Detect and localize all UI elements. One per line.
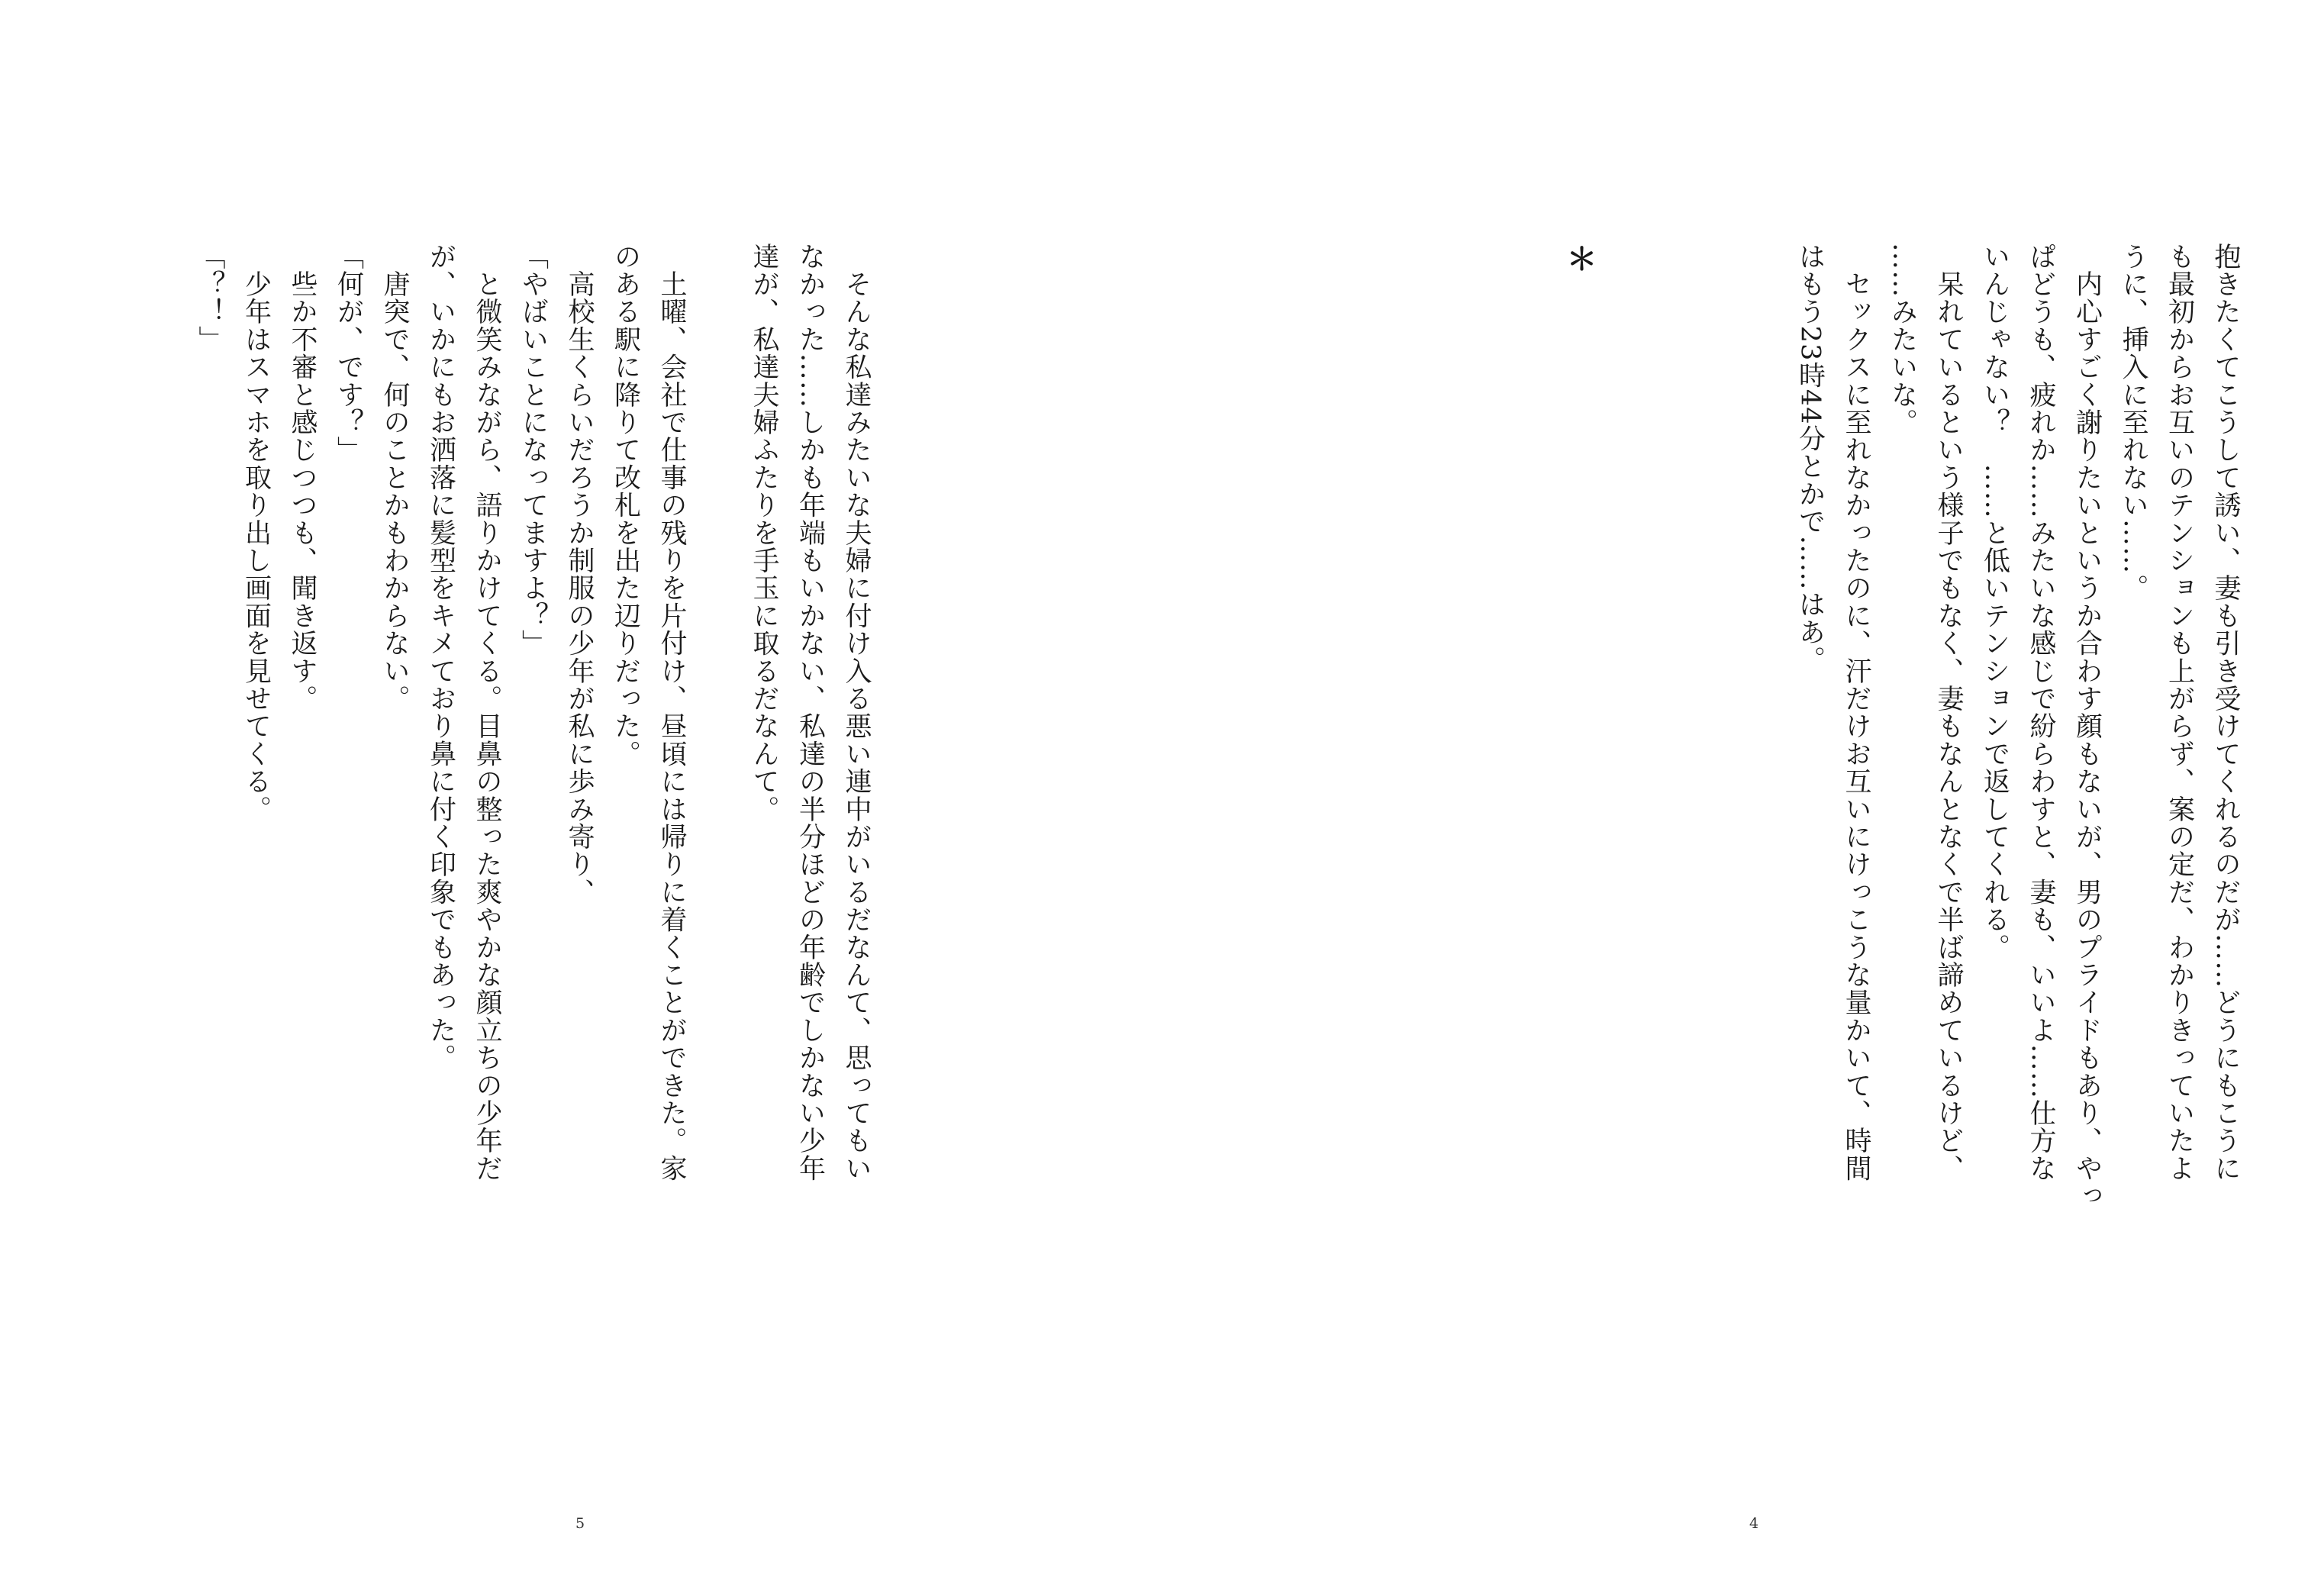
blank-line [695, 243, 741, 1433]
text-line: 些か不審と感じつつも、聞き返す。 [287, 243, 318, 713]
page-4 [1154, 0, 2308, 1596]
section-break-asterisk: ＊ [1562, 243, 1597, 275]
text-line: 土曜、会社で仕事の残りを片付け、昼頃には帰りに着くことができた。家 [656, 243, 687, 1182]
text-line: 少年はスマホを取り出し画面を見せてくる。 [240, 243, 272, 824]
text-line: はもう23時44分とかで……はあ。 [1794, 243, 1826, 674]
page-4-text [1556, 243, 2249, 1433]
blank-line [1741, 243, 1787, 1433]
text-line: 呆れているという様子でもなく、妻もなんとなくで半ば諦めているけど、 [1933, 243, 1964, 1182]
page-number: 4 [1749, 1515, 1759, 1532]
text-line: ぱどうも、疲れか……みたいな感じで紛らわすと、妻も、いいよ……仕方な [2026, 243, 2056, 1182]
text-line: うに、挿入に至れない……。 [2118, 243, 2148, 602]
text-line: も最初からお互いのテンションも上がらず、案の定だ、わかりきっていたよ [2164, 243, 2195, 1182]
text-line: のある駅に降りて改札を出た辺りだった。 [610, 243, 641, 768]
text-line: なかった……しかも年端もいかない、私達の半分ほどの年齢でしかない少年 [795, 243, 826, 1182]
text-line: 抱きたくてこうして誘い、妻も引き受けてくれるのだが……どうにもこうに [2210, 243, 2241, 1182]
text-line: が、いかにもお洒落に髪型をキメており鼻に付く印象でもあった。 [425, 243, 456, 1072]
text-line: 達が、私達夫婦ふたりを手玉に取るだなんて。 [749, 243, 779, 824]
text-line: そんな私達みたいな夫婦に付け入る悪い連中がいるだなんて、思ってもい [841, 243, 872, 1182]
blank-line [1602, 243, 1649, 1433]
blank-line [1649, 243, 1695, 1433]
text-line: セックスに至れなかったのに、汗だけお互いにけっこうな量かいて、時間 [1841, 243, 1871, 1182]
text-line: 内心すごく謝りたいというか合わす顔もないが、男のプライドもあり、やっ [2071, 243, 2103, 1210]
text-line: 高校生くらいだろうか制服の少年が私に歩み寄り、 [564, 243, 595, 906]
text-line: と微笑みながら、語りかけてくる。目鼻の整った爽やかな顔立ちの少年だ [472, 243, 502, 1182]
text-line: 「何が、です？」 [333, 243, 364, 464]
page-5-text [187, 243, 880, 1433]
text-line: 「？！」 [195, 243, 225, 353]
text-line: ……みたいな。 [1887, 243, 1918, 437]
text-line: いんじゃない？ ……と低いテンションで返してくれる。 [1979, 243, 2010, 962]
blank-line [1694, 243, 1741, 1433]
text-line: 唐突で、何のことかもわからない。 [379, 243, 410, 713]
text-line: 「やばいことになってますよ？」 [517, 243, 549, 657]
page-number: 5 [575, 1515, 585, 1532]
